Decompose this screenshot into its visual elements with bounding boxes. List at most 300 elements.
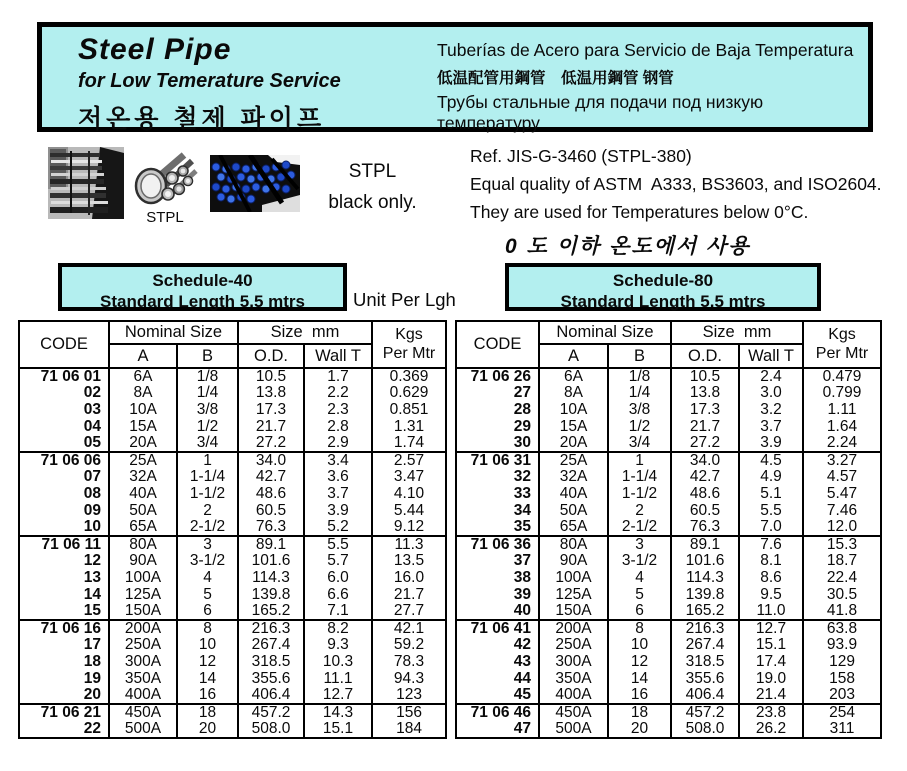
kgs-per-mtr-cell: 4.57 <box>803 469 881 486</box>
col-header-code: CODE <box>19 321 109 368</box>
wall-t-cell: 15.1 <box>739 637 803 654</box>
wall-t-cell: 4.5 <box>739 452 803 469</box>
wall-t-cell: 5.5 <box>739 502 803 519</box>
kgs-per-mtr-cell: 2.57 <box>372 452 446 469</box>
nominal-a-cell: 80A <box>109 536 177 553</box>
col-header-b: B <box>177 344 238 368</box>
od-cell: 21.7 <box>671 418 739 435</box>
col-header-wall-t: Wall T <box>739 344 803 368</box>
code-cell: 18 <box>19 654 109 671</box>
nominal-a-cell: 125A <box>109 586 177 603</box>
nominal-a-cell: 500A <box>109 721 177 738</box>
nominal-b-cell: 14 <box>177 670 238 687</box>
code-cell: 71 06 21 <box>19 704 109 721</box>
nominal-a-cell: 10A <box>109 402 177 419</box>
table-row <box>456 603 881 620</box>
wall-t-cell: 7.6 <box>739 536 803 553</box>
nominal-b-cell: 2-1/2 <box>177 519 238 536</box>
nominal-a-cell: 6A <box>109 368 177 385</box>
nominal-b-cell: 5 <box>177 586 238 603</box>
nominal-b-cell: 20 <box>177 721 238 738</box>
nominal-b-cell: 1/4 <box>177 385 238 402</box>
nominal-a-cell: 50A <box>539 502 608 519</box>
nominal-a-cell: 400A <box>539 687 608 704</box>
col-header-code: CODE <box>456 321 539 368</box>
table-row <box>456 469 881 486</box>
od-cell: 114.3 <box>238 570 304 587</box>
nominal-b-cell: 12 <box>608 654 671 671</box>
kgs-per-mtr-cell: 2.24 <box>803 435 881 452</box>
kgs-per-mtr-cell: 5.47 <box>803 486 881 503</box>
wall-t-cell: 17.4 <box>739 654 803 671</box>
code-group <box>19 368 446 452</box>
kgs-per-mtr-cell: 3.47 <box>372 469 446 486</box>
nominal-b-cell: 3 <box>177 536 238 553</box>
table-row <box>456 637 881 654</box>
nominal-a-cell: 350A <box>539 670 608 687</box>
code-cell: 22 <box>19 721 109 738</box>
kgs-per-mtr-cell: 5.44 <box>372 502 446 519</box>
nominal-a-cell: 100A <box>109 570 177 587</box>
code-cell: 15 <box>19 603 109 620</box>
od-cell: 139.8 <box>238 586 304 603</box>
od-cell: 48.6 <box>671 486 739 503</box>
nominal-b-cell: 12 <box>177 654 238 671</box>
wall-t-cell: 21.4 <box>739 687 803 704</box>
code-cell: 19 <box>19 670 109 687</box>
nominal-b-cell: 1/2 <box>608 418 671 435</box>
table-row <box>456 418 881 435</box>
nominal-b-cell: 20 <box>608 721 671 738</box>
kgs-per-mtr-cell: 78.3 <box>372 654 446 671</box>
nominal-a-cell: 250A <box>109 637 177 654</box>
od-cell: 318.5 <box>671 654 739 671</box>
code-group <box>456 704 881 738</box>
wall-t-cell: 10.3 <box>304 654 372 671</box>
od-cell: 17.3 <box>238 402 304 419</box>
code-cell: 10 <box>19 519 109 536</box>
code-cell: 33 <box>456 486 539 503</box>
col-header-b: B <box>608 344 671 368</box>
wall-t-cell: 6.6 <box>304 586 372 603</box>
code-group <box>19 620 446 704</box>
nominal-b-cell: 4 <box>608 570 671 587</box>
nominal-b-cell: 1-1/2 <box>177 486 238 503</box>
wall-t-cell: 26.2 <box>739 721 803 738</box>
table-row <box>19 536 446 553</box>
nominal-b-cell: 14 <box>608 670 671 687</box>
code-cell: 14 <box>19 586 109 603</box>
kgs-per-mtr-cell: 63.8 <box>803 620 881 637</box>
code-cell: 38 <box>456 570 539 587</box>
nominal-b-cell: 1 <box>608 452 671 469</box>
od-cell: 406.4 <box>671 687 739 704</box>
od-cell: 21.7 <box>238 418 304 435</box>
nominal-a-cell: 65A <box>109 519 177 536</box>
od-cell: 318.5 <box>238 654 304 671</box>
od-cell: 216.3 <box>671 620 739 637</box>
kgs-per-mtr-cell: 254 <box>803 704 881 721</box>
nominal-a-cell: 450A <box>539 704 608 721</box>
nominal-a-cell: 15A <box>109 418 177 435</box>
nominal-a-cell: 50A <box>109 502 177 519</box>
od-cell: 508.0 <box>238 721 304 738</box>
code-cell: 71 06 06 <box>19 452 109 469</box>
od-cell: 406.4 <box>238 687 304 704</box>
kgs-per-mtr-cell: 0.851 <box>372 402 446 419</box>
wall-t-cell: 3.9 <box>304 502 372 519</box>
photo-pipe-bundle <box>134 151 198 209</box>
od-cell: 114.3 <box>671 570 739 587</box>
table-row <box>456 670 881 687</box>
code-cell: 04 <box>19 418 109 435</box>
nominal-a-cell: 6A <box>539 368 608 385</box>
kgs-per-mtr-cell: 156 <box>372 704 446 721</box>
od-cell: 27.2 <box>238 435 304 452</box>
table-row <box>456 536 881 553</box>
table-row <box>456 452 881 469</box>
code-cell: 71 06 31 <box>456 452 539 469</box>
code-cell: 07 <box>19 469 109 486</box>
wall-t-cell: 6.0 <box>304 570 372 587</box>
code-cell: 27 <box>456 385 539 402</box>
table-row <box>19 486 446 503</box>
kgs-per-mtr-cell: 0.479 <box>803 368 881 385</box>
code-group <box>456 368 881 452</box>
nominal-b-cell: 2 <box>608 502 671 519</box>
code-cell: 71 06 41 <box>456 620 539 637</box>
table-row <box>456 402 881 419</box>
col-header-nominal-size: Nominal Size <box>109 321 238 344</box>
code-cell: 42 <box>456 637 539 654</box>
col-header-nominal-size: Nominal Size <box>539 321 671 344</box>
kgs-per-mtr-cell: 13.5 <box>372 553 446 570</box>
wall-t-cell: 2.4 <box>739 368 803 385</box>
table-row <box>19 687 446 704</box>
od-cell: 13.8 <box>238 385 304 402</box>
nominal-b-cell: 5 <box>608 586 671 603</box>
code-cell: 35 <box>456 519 539 536</box>
wall-t-cell: 12.7 <box>304 687 372 704</box>
nominal-a-cell: 200A <box>109 620 177 637</box>
reference-block <box>470 146 885 260</box>
nominal-a-cell: 200A <box>539 620 608 637</box>
nominal-a-cell: 8A <box>539 385 608 402</box>
code-group <box>456 620 881 704</box>
od-cell: 76.3 <box>671 519 739 536</box>
kgs-per-mtr-cell: 41.8 <box>803 603 881 620</box>
nominal-b-cell: 3-1/2 <box>177 553 238 570</box>
code-cell: 05 <box>19 435 109 452</box>
page-title-korean: 저온용 철제 파이프 <box>78 105 326 133</box>
nominal-b-cell: 16 <box>608 687 671 704</box>
wall-t-cell: 2.8 <box>304 418 372 435</box>
nominal-b-cell: 1/8 <box>608 368 671 385</box>
schedule40-table <box>18 320 447 739</box>
code-cell: 71 06 01 <box>19 368 109 385</box>
code-cell: 02 <box>19 385 109 402</box>
table-row <box>19 402 446 419</box>
od-cell: 76.3 <box>238 519 304 536</box>
wall-t-cell: 8.2 <box>304 620 372 637</box>
nominal-b-cell: 6 <box>177 603 238 620</box>
wall-t-cell: 11.0 <box>739 603 803 620</box>
code-cell: 71 06 11 <box>19 536 109 553</box>
wall-t-cell: 11.1 <box>304 670 372 687</box>
nominal-a-cell: 125A <box>539 586 608 603</box>
nominal-b-cell: 3-1/2 <box>608 553 671 570</box>
wall-t-cell: 4.9 <box>739 469 803 486</box>
od-cell: 508.0 <box>671 721 739 738</box>
nominal-b-cell: 3/4 <box>608 435 671 452</box>
wall-t-cell: 8.1 <box>739 553 803 570</box>
table-row <box>19 620 446 637</box>
table-row <box>456 586 881 603</box>
nominal-a-cell: 300A <box>539 654 608 671</box>
nominal-a-cell: 20A <box>109 435 177 452</box>
wall-t-cell: 15.1 <box>304 721 372 738</box>
nominal-b-cell: 2-1/2 <box>608 519 671 536</box>
wall-t-cell: 7.1 <box>304 603 372 620</box>
od-cell: 457.2 <box>238 704 304 721</box>
wall-t-cell: 8.6 <box>739 570 803 587</box>
table-row <box>19 603 446 620</box>
table-row <box>19 519 446 536</box>
table-row <box>19 704 446 721</box>
page-subtitle: for Low Temerature Service <box>78 70 341 92</box>
schedule40-title: Schedule-40 <box>152 271 253 290</box>
nominal-b-cell: 1-1/4 <box>177 469 238 486</box>
code-group <box>456 536 881 620</box>
schedule40-banner <box>58 263 347 311</box>
wall-t-cell: 3.9 <box>739 435 803 452</box>
nominal-a-cell: 300A <box>109 654 177 671</box>
ref-equivalents: Equal quality of ASTM A333, BS3603, and ISO2604. <box>470 174 882 194</box>
code-cell: 71 06 36 <box>456 536 539 553</box>
table-row <box>456 368 881 385</box>
schedule40-length: Standard Length 5.5 mtrs <box>100 292 305 312</box>
table-row <box>456 687 881 704</box>
nominal-a-cell: 500A <box>539 721 608 738</box>
table-row <box>19 418 446 435</box>
kgs-per-mtr-cell: 184 <box>372 721 446 738</box>
nominal-a-cell: 25A <box>109 452 177 469</box>
title-russian: Трубы стальные для подачи под низкую температуру <box>437 92 764 133</box>
nominal-a-cell: 400A <box>109 687 177 704</box>
wall-t-cell: 5.1 <box>739 486 803 503</box>
od-cell: 89.1 <box>238 536 304 553</box>
title-chinese: 低温配管用鋼管 低温用鋼管 钢管 <box>437 70 674 87</box>
od-cell: 48.6 <box>238 486 304 503</box>
od-cell: 457.2 <box>671 704 739 721</box>
code-cell: 40 <box>456 603 539 620</box>
code-cell: 71 06 16 <box>19 620 109 637</box>
wall-t-cell: 5.7 <box>304 553 372 570</box>
od-cell: 267.4 <box>238 637 304 654</box>
wall-t-cell: 3.0 <box>739 385 803 402</box>
ref-usage-korean: 0 도 이하 온도에서 사용 <box>505 235 751 258</box>
code-cell: 43 <box>456 654 539 671</box>
table-row <box>456 519 881 536</box>
grade-finish-note: black only. <box>328 192 417 213</box>
schedule80-table <box>455 320 882 739</box>
nominal-b-cell: 3/4 <box>177 435 238 452</box>
wall-t-cell: 3.2 <box>739 402 803 419</box>
od-cell: 165.2 <box>238 603 304 620</box>
nominal-b-cell: 1/4 <box>608 385 671 402</box>
od-cell: 13.8 <box>671 385 739 402</box>
code-group <box>456 452 881 536</box>
nominal-a-cell: 90A <box>109 553 177 570</box>
od-cell: 27.2 <box>671 435 739 452</box>
table-row <box>456 486 881 503</box>
od-cell: 355.6 <box>238 670 304 687</box>
od-cell: 42.7 <box>238 469 304 486</box>
kgs-per-mtr-cell: 311 <box>803 721 881 738</box>
table-row <box>19 469 446 486</box>
nominal-b-cell: 16 <box>177 687 238 704</box>
od-cell: 10.5 <box>671 368 739 385</box>
kgs-per-mtr-cell: 18.7 <box>803 553 881 570</box>
code-cell: 08 <box>19 486 109 503</box>
wall-t-cell: 3.7 <box>304 486 372 503</box>
kgs-per-mtr-cell: 42.1 <box>372 620 446 637</box>
nominal-a-cell: 40A <box>109 486 177 503</box>
od-cell: 34.0 <box>238 452 304 469</box>
nominal-a-cell: 8A <box>109 385 177 402</box>
nominal-b-cell: 18 <box>177 704 238 721</box>
kgs-per-mtr-cell: 0.369 <box>372 368 446 385</box>
table-row <box>19 570 446 587</box>
title-spanish: Tuberías de Acero para Servicio de Baja Temperatura <box>437 40 854 60</box>
table-row <box>456 435 881 452</box>
photo-blue-pipes <box>210 155 300 212</box>
code-cell: 45 <box>456 687 539 704</box>
code-cell: 20 <box>19 687 109 704</box>
photo-caption-stpl: STPL <box>146 209 184 226</box>
table-row <box>19 368 446 385</box>
kgs-per-mtr-cell: 15.3 <box>803 536 881 553</box>
od-cell: 139.8 <box>671 586 739 603</box>
nominal-b-cell: 3 <box>608 536 671 553</box>
col-header-a: A <box>109 344 177 368</box>
nominal-a-cell: 450A <box>109 704 177 721</box>
kgs-per-mtr-cell: 158 <box>803 670 881 687</box>
nominal-a-cell: 32A <box>539 469 608 486</box>
kgs-per-mtr-cell: 1.31 <box>372 418 446 435</box>
table-row <box>19 670 446 687</box>
od-cell: 267.4 <box>671 637 739 654</box>
table-row <box>456 620 881 637</box>
nominal-a-cell: 20A <box>539 435 608 452</box>
kgs-per-mtr-cell: 1.11 <box>803 402 881 419</box>
table-row <box>19 502 446 519</box>
col-header-od: O.D. <box>238 344 304 368</box>
kgs-per-mtr-cell: 59.2 <box>372 637 446 654</box>
nominal-b-cell: 10 <box>608 637 671 654</box>
wall-t-cell: 23.8 <box>739 704 803 721</box>
nominal-a-cell: 150A <box>109 603 177 620</box>
table-row <box>19 637 446 654</box>
col-header-od: O.D. <box>671 344 739 368</box>
code-cell: 17 <box>19 637 109 654</box>
nominal-b-cell: 10 <box>177 637 238 654</box>
nominal-b-cell: 2 <box>177 502 238 519</box>
col-header-size-mm: Size mm <box>671 321 803 344</box>
od-cell: 10.5 <box>238 368 304 385</box>
wall-t-cell: 3.7 <box>739 418 803 435</box>
od-cell: 216.3 <box>238 620 304 637</box>
code-cell: 13 <box>19 570 109 587</box>
page-title: Steel Pipe <box>78 33 232 66</box>
wall-t-cell: 2.9 <box>304 435 372 452</box>
nominal-a-cell: 65A <box>539 519 608 536</box>
kgs-per-mtr-cell: 22.4 <box>803 570 881 587</box>
code-cell: 29 <box>456 418 539 435</box>
wall-t-cell: 3.4 <box>304 452 372 469</box>
nominal-a-cell: 150A <box>539 603 608 620</box>
od-cell: 165.2 <box>671 603 739 620</box>
od-cell: 101.6 <box>671 553 739 570</box>
header-banner <box>37 22 873 132</box>
kgs-per-mtr-cell: 93.9 <box>803 637 881 654</box>
wall-t-cell: 3.6 <box>304 469 372 486</box>
wall-t-cell: 2.2 <box>304 385 372 402</box>
nominal-b-cell: 1/2 <box>177 418 238 435</box>
table-row <box>456 385 881 402</box>
wall-t-cell: 1.7 <box>304 368 372 385</box>
table-row <box>456 654 881 671</box>
kgs-per-mtr-cell: 123 <box>372 687 446 704</box>
code-cell: 37 <box>456 553 539 570</box>
kgs-per-mtr-cell: 12.0 <box>803 519 881 536</box>
nominal-b-cell: 6 <box>608 603 671 620</box>
code-cell: 47 <box>456 721 539 738</box>
kgs-per-mtr-cell: 16.0 <box>372 570 446 587</box>
code-cell: 71 06 26 <box>456 368 539 385</box>
nominal-a-cell: 350A <box>109 670 177 687</box>
nominal-a-cell: 25A <box>539 452 608 469</box>
od-cell: 101.6 <box>238 553 304 570</box>
table-row <box>19 452 446 469</box>
table-row <box>19 586 446 603</box>
col-header-kgs-per-mtr: Kgs Per Mtr <box>372 321 446 368</box>
header-translations <box>437 27 868 133</box>
kgs-per-mtr-cell: 94.3 <box>372 670 446 687</box>
unit-per-length-label: Unit Per Lgh <box>353 289 456 310</box>
wall-t-cell: 12.7 <box>739 620 803 637</box>
code-cell: 30 <box>456 435 539 452</box>
od-cell: 89.1 <box>671 536 739 553</box>
kgs-per-mtr-cell: 4.10 <box>372 486 446 503</box>
wall-t-cell: 2.3 <box>304 402 372 419</box>
kgs-per-mtr-cell: 11.3 <box>372 536 446 553</box>
wall-t-cell: 14.3 <box>304 704 372 721</box>
wall-t-cell: 7.0 <box>739 519 803 536</box>
table-row <box>456 502 881 519</box>
od-cell: 42.7 <box>671 469 739 486</box>
schedule80-banner <box>505 263 821 311</box>
kgs-per-mtr-cell: 9.12 <box>372 519 446 536</box>
nominal-a-cell: 250A <box>539 637 608 654</box>
nominal-a-cell: 90A <box>539 553 608 570</box>
table-row <box>456 704 881 721</box>
wall-t-cell: 19.0 <box>739 670 803 687</box>
code-cell: 03 <box>19 402 109 419</box>
nominal-b-cell: 1/8 <box>177 368 238 385</box>
nominal-a-cell: 80A <box>539 536 608 553</box>
table-row <box>19 435 446 452</box>
